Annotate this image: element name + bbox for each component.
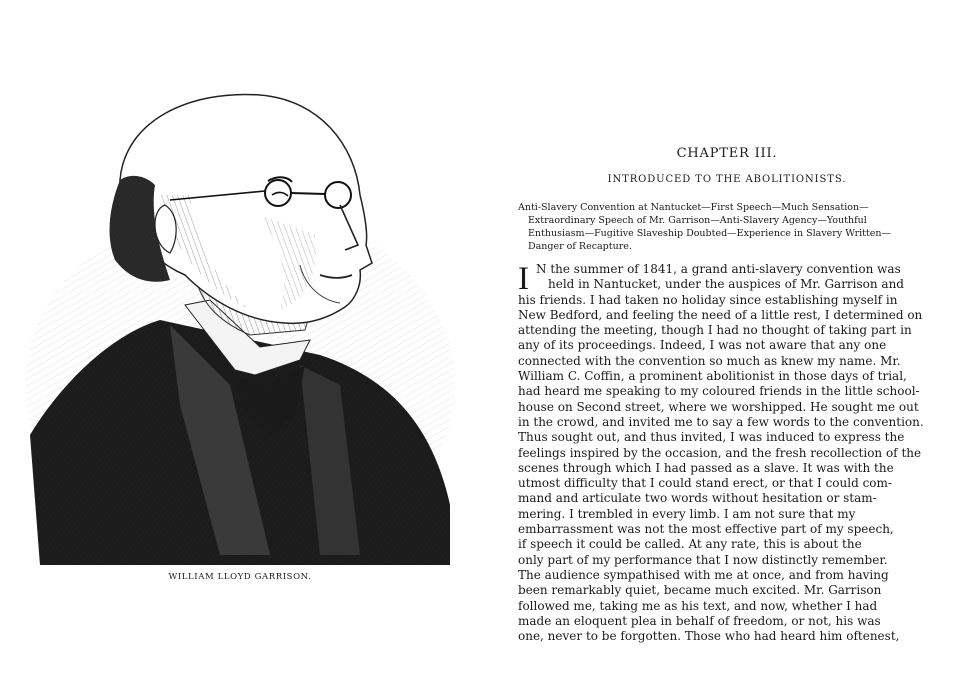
- body-line: been remarkably quiet, became much excited. Mr. Garrison: [518, 583, 882, 598]
- body-line: held in Nantucket, under the auspices of Mr. Garrison and: [548, 277, 904, 292]
- chapter-title: CHAPTER III.: [676, 146, 778, 161]
- body-line: his friends. I had taken no holiday since establishing myself in: [518, 292, 898, 307]
- synopsis-line: Anti-Slavery Convention at Nantucket—First Speech—Much Sensation—: [518, 202, 869, 213]
- chapter-subtitle: INTRODUCED TO THE ABOLITIONISTS.: [607, 174, 847, 185]
- chapter-body: [518, 262, 948, 644]
- body-line: Thus sought out, and thus invited, I was induced to express the: [518, 430, 905, 445]
- body-line: N the summer of 1841, a grand anti-slavery convention was: [536, 262, 901, 276]
- body-line: made an eloquent plea in behalf of freedom, or not, his was: [518, 613, 881, 628]
- body-line: feelings inspired by the occasion, and the fresh recollection of the: [518, 445, 922, 460]
- body-line: any of its proceedings. Indeed, I was not aware that any one: [518, 338, 887, 353]
- body-line: if speech it could be called. At any rate, this is about the: [518, 537, 862, 552]
- synopsis-line: Enthusiasm—Fugitive Slaveship Doubted—Experience in Slavery Written—: [528, 228, 892, 239]
- body-line: house on Second street, where we worshipped. He sought me out: [518, 399, 919, 414]
- body-line: William C. Coffin, a prominent abolitionist in those days of trial,: [518, 369, 907, 384]
- body-line: attending the meeting, though I had no thought of taking part in: [518, 323, 912, 338]
- body-line: scenes through which I had passed as a slave. It was with the: [518, 460, 894, 475]
- body-line: only part of my performance that I now distinctly remember.: [518, 552, 888, 567]
- body-line: utmost difficulty that I could stand erect, or that I could com-: [518, 476, 892, 491]
- body-line: embarrassment was not the most effective part of my speech,: [518, 522, 894, 537]
- body-line: one, never to be forgotten. Those who had heard him oftenest,: [518, 629, 900, 644]
- synopsis-line: Extraordinary Speech of Mr. Garrison—Anti-Slavery Agency—Youthful: [528, 215, 867, 226]
- portrait-engraving: [20, 85, 460, 565]
- body-line: The audience sympathised with me at once, and from having: [518, 567, 889, 582]
- body-line: mand and articulate two words without hesitation or stam-: [518, 491, 877, 506]
- body-line: connected with the convention so much as knew my name. Mr.: [518, 353, 901, 368]
- body-line: mering. I trembled in every limb. I am not sure that my: [518, 506, 856, 521]
- body-line: in the crowd, and invited me to say a few words to the convention.: [518, 414, 924, 429]
- body-line: had heard me speaking to my coloured friends in the little school-: [518, 384, 920, 399]
- portrait-caption: WILLIAM LLOYD GARRISON.: [168, 572, 312, 582]
- drop-cap: I: [518, 261, 529, 297]
- body-line: followed me, taking me as his text, and now, whether I had: [518, 598, 878, 613]
- synopsis-line: Danger of Recapture.: [528, 241, 632, 252]
- body-line: New Bedford, and feeling the need of a little rest, I determined on: [518, 307, 923, 322]
- chapter-synopsis: [518, 201, 943, 253]
